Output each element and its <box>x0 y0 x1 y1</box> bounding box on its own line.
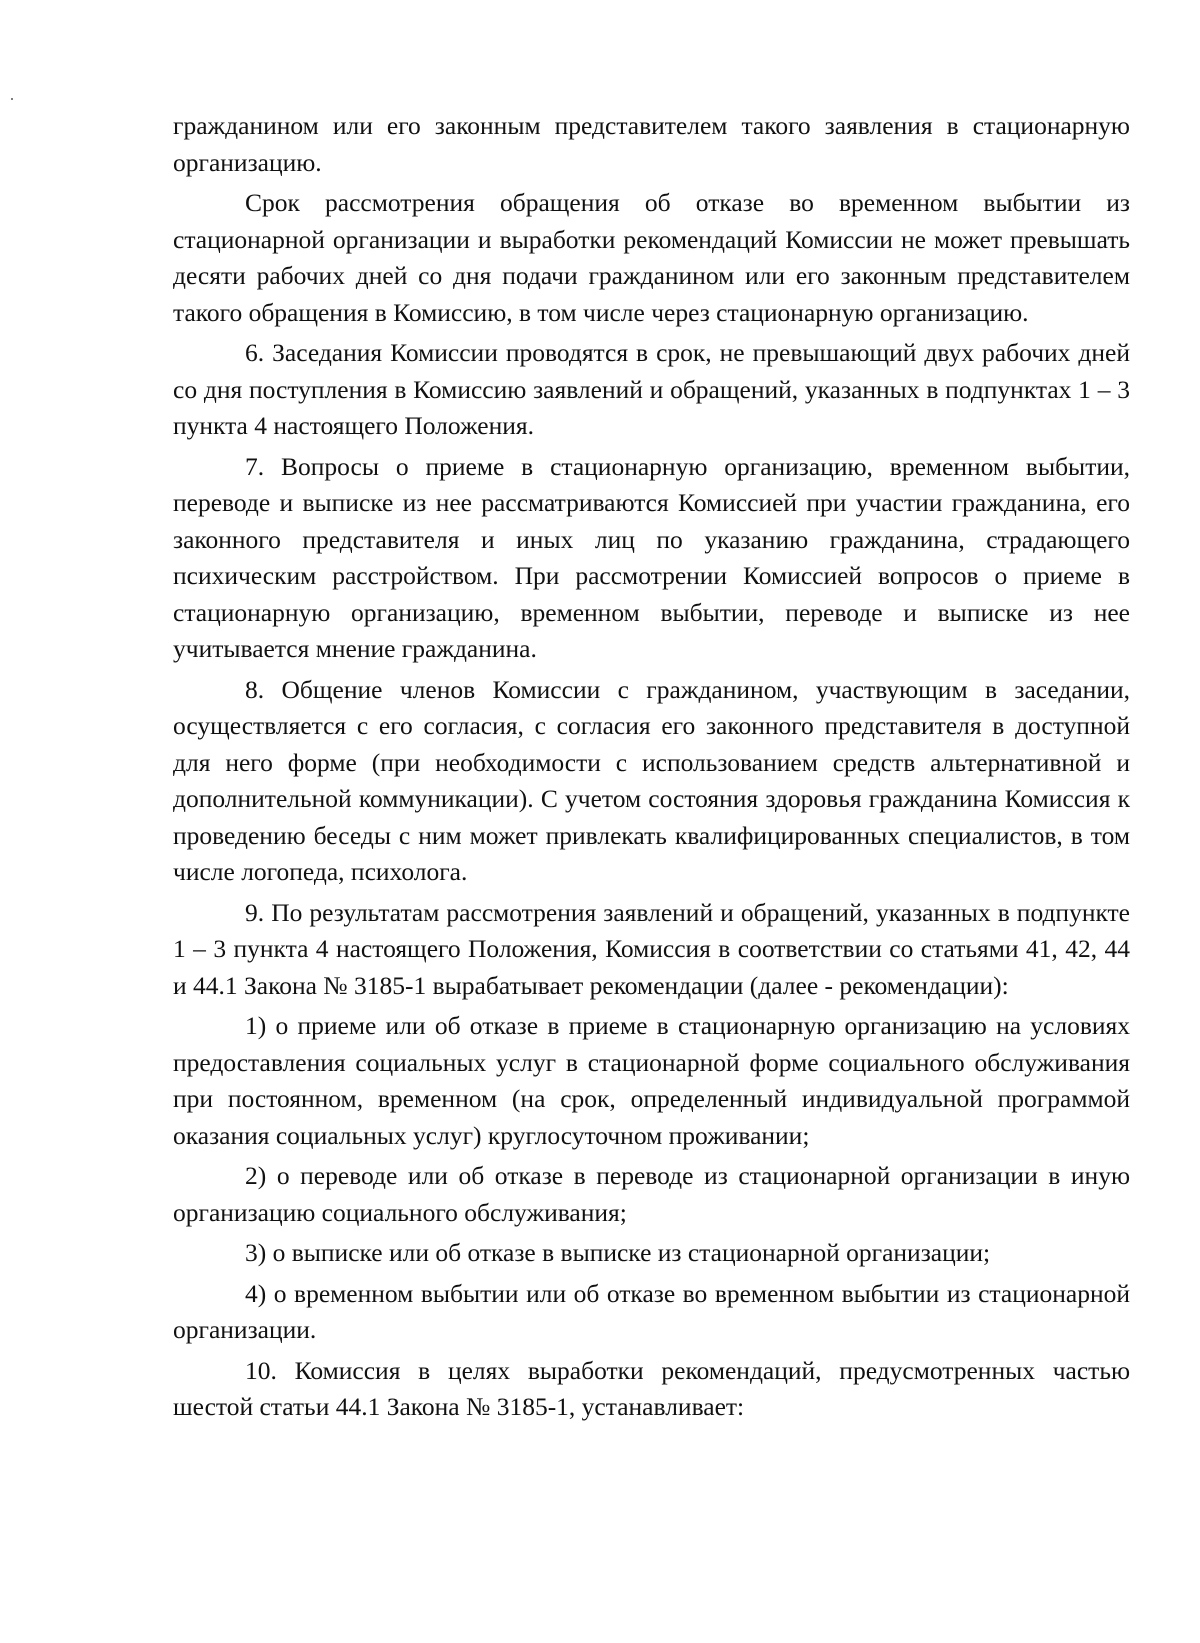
paragraph-subitem-3: 3) о выписке или об отказе в выписке из стационарной организации; <box>245 1238 991 1267</box>
paragraph-item-9: 9. По результатам рассмотрения заявлений и обращений, указанных в подпункте 1 – 3 пункта 4 настоящего Положения, Комиссия в соответствии со статьями 41, 42, 44 и 44.1 Закона № 3185-1 вырабатывает рекомендации (далее - рекомендации): <box>173 897 1130 1000</box>
paragraph-item-10: 10. Комиссия в целях выработки рекомендаций, предусмотренных частью шестой статьи 44.1 Закона № 3185-1, устанавливает: <box>173 1355 1130 1421</box>
paragraph-item-7: 7. Вопросы о приеме в стационарную организацию, временном выбытии, переводе и выписке из нее рассматриваются Комиссией при участии гражданина, его законного представителя и иных лиц по указанию гражданина, страдающего психическим расстройством. При рассмотрении Комиссией вопросов о приеме в стационарную организацию, временном выбытии, переводе и выписке из нее учитывается мнение гражданина. <box>173 451 1130 663</box>
paragraph-item-6: 6. Заседания Комиссии проводятся в срок, не превышающий двух рабочих дней со дня поступления в Комиссию заявлений и обращений, указанных в подпунктах 1 – 3 пункта 4 настоящего Положения. <box>173 338 1130 440</box>
paragraph-subitem-4: 4) о временном выбытии или об отказе во временном выбытии из стационарной организации. <box>173 1278 1130 1344</box>
document-page <box>173 108 1130 1430</box>
scan-speck <box>11 98 13 100</box>
paragraph-subitem-1: 1) о приеме или об отказе в приеме в стационарную организацию на условиях предоставления социальных услуг в стационарной форме социального обслуживания при постоянном, временном (на срок, определенный индивидуальной программой оказания социальных услуг) круглосуточном проживании; <box>173 1011 1130 1150</box>
paragraph-subitem-2: 2) о переводе или об отказе в переводе из стационарной организации в иную организацию социального обслуживания; <box>173 1161 1130 1227</box>
paragraph-continuation: гражданином или его законным представителем такого заявления в стационарную организацию. <box>173 111 1130 177</box>
paragraph-item-8: 8. Общение членов Комиссии с гражданином, участвующим в заседании, осуществляется с его согласия, с согласия его законного представителя в доступной для него форме (при необходимости с использованием средств альтернативной и дополнительной коммуникации). С учетом состояния здоровья гражданина Комиссия к проведению беседы с ним может привлекать квалифицированных специалистов, в том числе логопеда, психолога. <box>173 674 1130 886</box>
paragraph-review-period: Срок рассмотрения обращения об отказе во временном выбытии из стационарной организации и выработки рекомендаций Комиссии не может превышать десяти рабочих дней со дня подачи гражданином или его законным представителем такого обращения в Комиссию, в том числе через стационарную организацию. <box>173 188 1130 327</box>
